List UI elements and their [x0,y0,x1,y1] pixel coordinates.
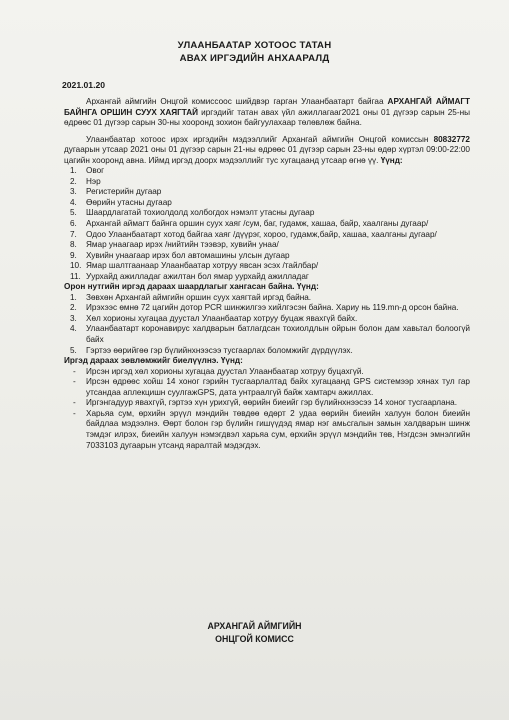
info-item [64,272,470,283]
dash-bullet: - [73,408,76,418]
list-item-text: Архангай аймагт байнга оршин суух хаяг /сум, баг, гудамж, хашаа, байр, хаалганы дугаар/ [86,219,429,229]
intro-p2-bold: Үүнд: [380,155,403,165]
dash-bullet: - [73,377,76,387]
recommendation-item [64,367,470,378]
list-item-text: Ямар шалтгаанаар Улаанбаатар хотруу явсан эсэх /тайлбар/ [86,261,319,271]
intro-paragraph-2 [64,135,470,167]
list-item-text: Одоо Улаанбаатарт хотод байгаа хаяг /дүүрэг, хороо, гудамж,байр, хашаа, хаалганы дугаар/ [86,229,437,239]
requirement-item [64,346,470,357]
list-item-number: 4. [70,324,77,334]
info-item [64,166,470,177]
info-item [64,261,470,272]
list-item-text: Иргэнгадуур явахгүй, гэртээ хүн урихгүй, өөрийн биеийг гэр бүлийнхнээсээ 14 хоног тусгаарлана. [86,398,457,408]
list-item-text: Шаардлагатай тохиолдолд холбогдох нэмэлт утасны дугаар [86,208,315,218]
title-line-1: УЛААНБААТАР ХОТООС ТАТАН [177,40,332,51]
intro-p1-text: Архангай аймгийн Онцгой комиссоос шийдвэр гарган Улаанбаатарт байгаа [86,97,388,106]
list-item-text: Хувийн унаагаар ирэх бол автомашины улсын дугаар [86,250,290,260]
list-item-number: 1. [70,166,77,176]
list-item-text: Ирсэн өдрөөс хойш 14 хоног гэрийн тусгаарлалтад байх хугацаанд GPS системээр хянах тул гар утсандаа аплекцишн суулгажGPS, дата унтраалгүй байж хамтарч ажиллах. [86,377,470,397]
requirement-item [64,324,470,345]
info-item [64,219,470,230]
list-item-text: Өөрийн утасны дугаар [86,197,172,207]
list-item-text: Уурхайд ажилладаг ажилтан бол ямар уурхайд ажилладаг [86,271,309,281]
list-item-text: Нэр [86,176,101,186]
list-item-text: Харьяа сум, өрхийн эрүүл мэндийн төвдөө өдөрт 2 удаа өөрийн биеийн халуун болон биеийн байдлаа мэдээлнэ. Өөрт болон гэр бүлийн гишүүдэд ямар нэг амьсгалын замын халдварын шинж тэмдэг илрэх, биеийн халуун нэмэгдвэл харьяа сум, өрхийн эрүүл мэндийн төв, Нэгдсэн эмнэлгийн 7033103 дугаарын утсанд яаралтай мэдэгдэх. [86,408,470,450]
signature-line-1: АРХАНГАЙ АЙМГИЙН [207,621,302,631]
title-line-2: АВАХ ИРГЭДИЙН АНХААРАЛД [179,52,330,64]
list-item-number: 6. [70,219,77,229]
recommendation-item [64,398,470,409]
list-item-text: Ирэхээс өмнө 72 цагийн дотор PCR шинжилгээ хийлгэсэн байна. Хариу нь 119.mn-д орсон байна. [86,303,459,313]
intro-p2-middle: дугаарын утсаар 2021 оны 01 дүгээр сарын 21-ны өдрөөс 01 дүгээр сарын 23-ны өдөр хүртэл 09:00-22:00 цагийн хооронд авна. Иймд иргэд доорх мэдээллийг тус хугацаанд утсаар өгнө үү. [64,145,470,165]
signature-block [0,620,509,645]
info-item [64,187,470,198]
requirement-item [64,314,470,325]
info-item [64,198,470,209]
requirements-heading: Орон нутгийн иргэд дараах шаардлагыг хангасан байна. Үүнд: [64,282,319,292]
requirement-item [64,293,470,304]
phone-number: 80832772 [433,134,470,144]
document-date: 2021.01.20 [62,80,106,90]
list-item-text: Ирсэн иргэд хөл хорионы хугацаа дуустал Улаанбаатар хотруу буцахгүй. [86,366,364,376]
list-item-number: 9. [70,250,77,260]
requirement-item [64,303,470,314]
list-item-number: 3. [70,187,77,197]
list-item-text: Хөл хорионы хугацаа дуустал Улаанбаатар хотруу буцаж явахгүй байх. [86,313,358,323]
list-item-text: Регистерийн дугаар [86,187,162,197]
list-item-number: 4. [70,197,77,207]
dash-bullet: - [73,366,76,376]
requirements-list [64,293,470,356]
list-item-number: 2. [70,176,77,186]
info-item [64,230,470,241]
signature-line-2: ОНЦГОЙ КОМИСС [215,633,294,644]
recommendations-list [64,367,470,451]
intro-p1-suffix: иргэдийг татан авах үйл ажиллагааг2021 оны 01 дүгээр сарын 25-ны өдрөөс 01 дүгээр сарын 30-ны хооронд зохион байгуулахаар төлөвлөж байна. [64,107,470,128]
info-item [64,240,470,251]
list-item-number: 11. [70,271,81,281]
info-item [64,177,470,188]
list-item-text: Овог [86,166,105,176]
list-item-text: Гэртээ өөрийгөө гэр бүлийнхнээсээ тусгаарлах боломжийг дүрдүүлэх. [86,345,353,355]
recommendation-item [64,377,470,398]
info-items-list [64,166,470,282]
intro-p1-bold: АРХАНГАЙ АЙМАГТ БАЙНГА ОРШИН СУУХ ХАЯГТАЙ [64,97,470,117]
list-item-number: 5. [70,345,77,355]
list-item-number: 2. [70,303,77,313]
intro-paragraph-1 [64,97,470,129]
list-item-number: 10. [70,261,82,271]
dash-bullet: - [73,398,76,408]
document-body [64,97,470,451]
list-item-text: Зөвхөн Архангай аймгийн оршин суух хаягтай иргэд байна. [86,292,312,302]
intro-p2-text: Улаанбаатар хотоос ирэх иргэдийн мэдээллийг Архангай аймгийн Онцгой комиссын [86,134,434,144]
document-title [0,40,509,65]
recommendations-heading: Иргэд дараах зөвлөмжийг биелүүлнэ. Үүнд: [64,356,243,366]
list-item-text: Улаанбаатарт коронавирус халдварын батлагдсан тохиолдлын ойрын болон дам хавьтал болоогүй байх [86,324,470,345]
recommendation-item [64,409,470,451]
info-item [64,251,470,262]
list-item-number: 7. [70,229,77,239]
list-item-number: 8. [70,240,77,250]
list-item-number: 1. [70,292,77,302]
list-item-text: Ямар унаагаар ирэх /нийтийн тээвэр, хувийн унаа/ [86,240,279,250]
info-item [64,208,470,219]
list-item-number: 3. [70,313,77,323]
list-item-number: 5. [70,208,77,218]
